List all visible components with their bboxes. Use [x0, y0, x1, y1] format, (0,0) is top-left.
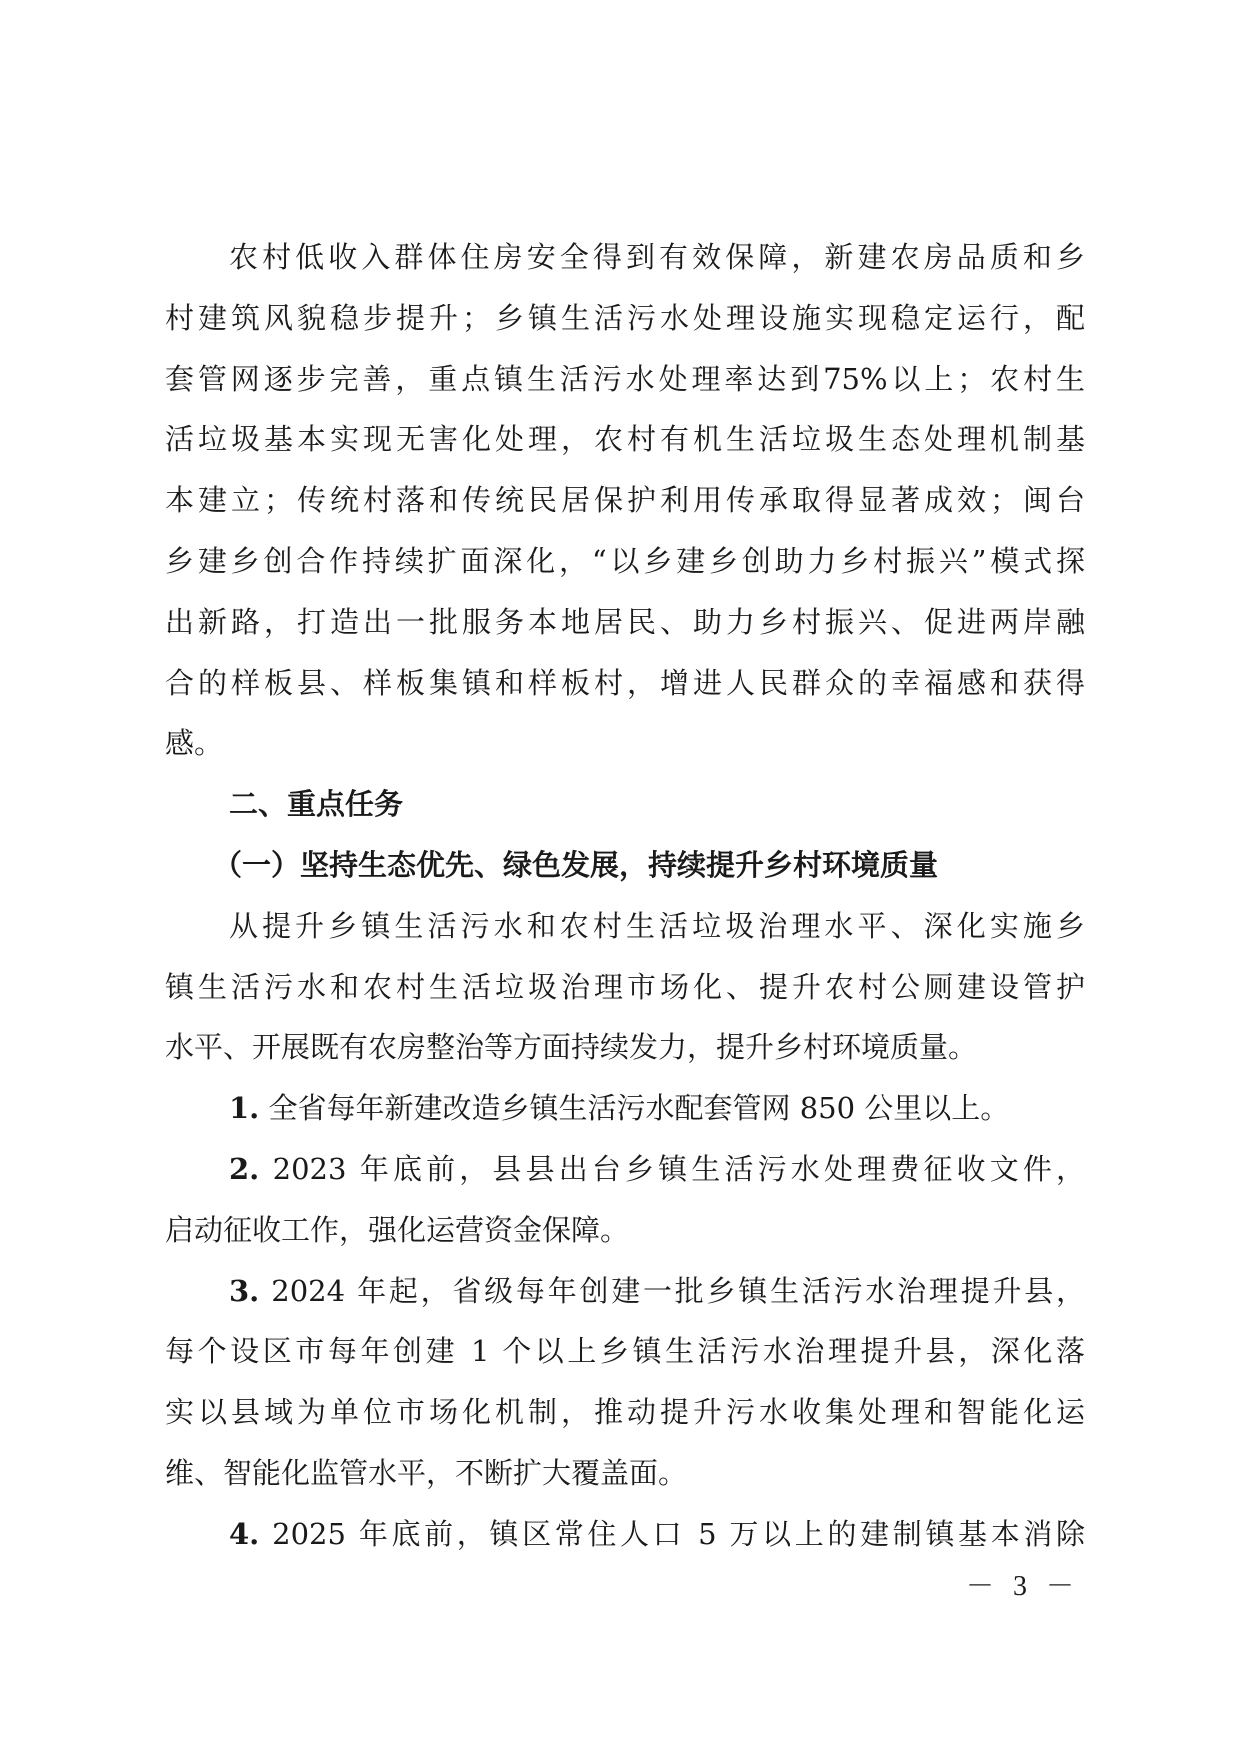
paragraph-line: 出新路，打造出一批服务本地居民、助力乡村振兴、促进两岸融: [165, 604, 1085, 639]
list-item: [165, 1139, 1085, 1200]
list-item-continuation: 启动征收工作，强化运营资金保障。: [165, 1212, 630, 1247]
item-text: 2024 年起，省级每年创建一批乡镇生活污水治理提升县，: [271, 1273, 1086, 1308]
document-body: [165, 227, 1085, 1565]
item-text: 2025 年底前，镇区常住人口 5 万以上的建制镇基本消除: [272, 1516, 1085, 1551]
item-text: 全省每年新建改造乡镇生活污水配套管网 850 公里以上。: [268, 1091, 1010, 1126]
paragraph-line: 乡建乡创合作持续扩面深化，“以乡建乡创助力乡村振兴”模式探: [165, 543, 1085, 578]
item-text: 2023 年底前，县县出台乡镇生活污水处理费征收文件，: [272, 1151, 1085, 1186]
paragraph-line: 水平、开展既有农房整治等方面持续发力，提升乡村环境质量。: [165, 1030, 978, 1065]
page-number: － 3 －: [965, 1571, 1080, 1602]
paragraph-line: 套管网逐步完善，重点镇生活污水处理率达到75%以上；农村生: [165, 361, 1085, 396]
paragraph-line: 村建筑风貌稳步提升；乡镇生活污水处理设施实现稳定运行，配: [165, 300, 1085, 335]
subsection-heading: （一）坚持生态优先、绿色发展，持续提升乡村环境质量: [213, 847, 939, 882]
item-number: 4.: [229, 1516, 260, 1551]
paragraph-line: 活垃圾基本实现无害化处理，农村有机生活垃圾生态处理机制基: [165, 422, 1085, 457]
list-item: [165, 1078, 1085, 1139]
item-number: 3.: [229, 1273, 260, 1308]
list-item: [165, 1504, 1085, 1565]
item-number: 2.: [229, 1151, 260, 1186]
list-item-continuation: 每个设区市每年创建 1 个以上乡镇生活污水治理提升县，深化落: [165, 1334, 1085, 1369]
section-heading: 二、重点任务: [229, 787, 404, 822]
paragraph-line: 本建立；传统村落和传统民居保护利用传承取得显著成效；闽台: [165, 483, 1085, 518]
list-item: [165, 1261, 1085, 1322]
paragraph-line: 感。: [165, 726, 224, 761]
paragraph-line: 镇生活污水和农村生活垃圾治理市场化、提升农村公厕建设管护: [165, 969, 1085, 1004]
paragraph-line: 合的样板县、样板集镇和样板村，增进人民群众的幸福感和获得: [165, 665, 1085, 700]
paragraph-line: 农村低收入群体住房安全得到有效保障，新建农房品质和乡: [229, 240, 1085, 274]
paragraph-line: 从提升乡镇生活污水和农村生活垃圾治理水平、深化实施乡: [229, 908, 1085, 943]
list-item-continuation: 实以县域为单位市场化机制，推动提升污水收集处理和智能化运: [165, 1395, 1085, 1430]
list-item-continuation: 维、智能化监管水平，不断扩大覆盖面。: [165, 1455, 688, 1490]
item-number: 1.: [229, 1091, 260, 1126]
